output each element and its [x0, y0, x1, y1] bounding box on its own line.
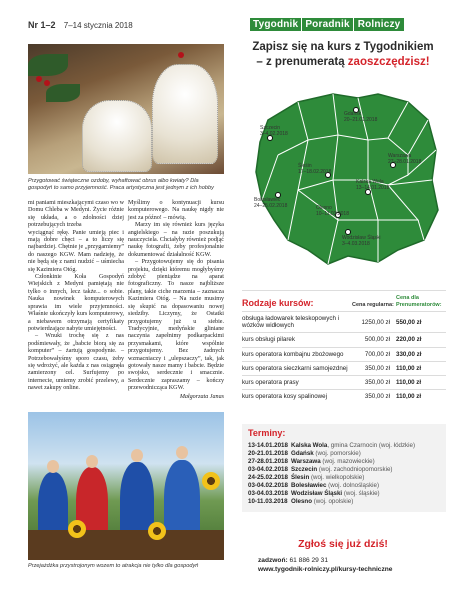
sunflower [148, 522, 166, 540]
terms-box [242, 424, 446, 512]
table-row [242, 375, 446, 389]
city-label-wodzislaw: Wodzisław Śląski 3–4.03.2018 [342, 235, 381, 247]
sunflower [68, 520, 86, 538]
person-head [86, 455, 98, 468]
headline-highlight: zaoszczędzisz! [347, 56, 430, 68]
poland-map [238, 80, 450, 270]
table-row [242, 332, 446, 346]
paragraph: Członkinie Koła Gospodyń Wiejskich z Medyni pamiętają nie tylko o innych, lecz także... o sobie. Nauka nowinek komputerowych sprawia im wiele przyjemności. Właśnie ukończyły kurs komputerowy, a niebawem otrzymają certyfikaty potwierdzające nabyte umiejętności. [28, 274, 124, 332]
subscriber-price: 110,00 zł [396, 393, 422, 401]
berry [36, 76, 42, 82]
city-label-gdansk: Gdańsk 20–21.01.2018 [344, 111, 378, 123]
crafts-photo [28, 44, 224, 174]
course-name: kurs operatora prasy [242, 379, 299, 387]
wagon-photo [28, 412, 224, 560]
list-item: 03-04.02.2018 Bolesławiec (woj. dolnośląskie) [248, 482, 380, 489]
phone-number[interactable]: 61 886 29 31 [289, 557, 329, 564]
price-table [242, 290, 446, 403]
person-head [131, 449, 143, 462]
author-signature: Małgorzata Janas [179, 393, 224, 400]
article-column-1 [28, 200, 124, 393]
city-label-kalska-wola: Kalska Wola 13–14.01.2018 [356, 179, 390, 191]
regular-price: 500,00 zł [364, 336, 390, 344]
wagon [28, 530, 224, 560]
paragraph: Marzy im się również kurs języka angielskiego – na razie poszukują nauczyciela. Chciałyby również podjąć naukę fotografii, żeby profesjonalnie dokumentować działalność KGW. [128, 222, 224, 258]
subscriber-price-heading: Cena dla Prenumeratorów: [396, 295, 442, 308]
photo1-caption: Przygotować świąteczne ozdoby, wyhaftować obrus albo kwiaty? Dla gospodyń to samo przyjemność. Praca artystyczna jest jednym z ich hobby [28, 178, 214, 191]
subscriber-price: 330,00 zł [396, 350, 422, 358]
subscriber-price: 110,00 zł [396, 364, 422, 372]
berry [44, 80, 50, 86]
issue-number: Nr 1–2 [28, 20, 56, 30]
terms-heading: Terminy: [248, 428, 286, 438]
regular-price: 350,00 zł [364, 393, 390, 401]
city-label-slesin: Śleśin 17–18.02.2018 [298, 163, 332, 175]
headline-line-2 [232, 55, 454, 70]
person-head [176, 446, 188, 459]
course-name: obsługa ładowarek teleskopowych i wózków widłowych [242, 315, 339, 330]
call-to-action: Zgłoś się już dziś! [298, 538, 388, 550]
photo2-caption: Przejażdżka przystrojonym wozem to atrakcja nie tylko dla gospodyń [28, 563, 199, 569]
person-head [47, 460, 59, 473]
phone-label: zadzwoń: [258, 557, 288, 564]
regular-price: 700,00 zł [364, 350, 390, 358]
berry [178, 52, 184, 58]
contact-info [258, 556, 392, 574]
crochet-angel-right [152, 64, 218, 164]
list-item: 24-25.02.2018 Ślesin (woj. wielkopolskie) [248, 474, 365, 481]
website-link[interactable]: www.tygodnik-rolniczy.pl/kursy-techniczne [258, 566, 393, 573]
brand-word: Rolniczy [354, 18, 405, 31]
headline-text: – z prenumeratą [256, 56, 348, 68]
headline-line-1: Zapisz się na kurs z Tygodnikiem [252, 41, 434, 53]
list-item: 03-04.03.2018 Wodzisław Śląski (woj. śląskie) [248, 490, 380, 497]
list-item: 20-21.01.2018 Gdańsk (woj. pomorskie) [248, 450, 361, 457]
paragraph: wyciągnąć rękę. Panie umieją piec i mają dobre chęci – a to liczy się najbardziej. Chętnie je „przygarniemy” do naszego KGW. Mam nadzieję, że nie będą się z nami nudzić – uśmiecha się Kazimiera Otóg. [28, 229, 124, 273]
course-name: kurs obsługi pilarek [242, 336, 295, 344]
list-item: 13-14.01.2018 Kalska Wola, gmina Czarnocin (woj. łódzkie) [248, 442, 416, 449]
sunflower [202, 472, 220, 490]
subscriber-price: 550,00 zł [396, 318, 422, 326]
regular-price: 1250,00 zł [361, 318, 390, 326]
table-row [242, 389, 446, 403]
courses-heading: Rodzaje kursów: [242, 298, 314, 308]
list-item: 27-28.01.2018 Warszawa (woj. mazowieckie) [248, 458, 375, 465]
brand-logo [250, 18, 404, 31]
table-row [242, 311, 446, 332]
holly-leaf [46, 84, 80, 102]
course-name: kurs operatora sieczkarni samojezdnej [242, 364, 348, 372]
paragraph: – Przygotowujemy się do pisania projektu, dzięki któremu mogłybyśmy zdobyć pieniądze na aparat fotograficzny. To nasze najbliższe plany, takie ciche marzenia – zaznacza Kazimiera Otóg. – Na razie musimy się skupić na dopasowaniu nowej siedziby. Liczymy, że Ostatki przygotujemy już u siebie. Tradycyjnie, medyńskie gliniane naczynia zapełnimy podkarpackimi przysmakami, które wspólnie przygotujemy. Bez żadnych wzmacniaczy i „ulepszaczy”, tak, jak gotowały nasze mamy i babcie. Będzie swojsko, serdecznie i smacznie. Serdecznie zapraszamy – kończy przewodnicząca KGW. [128, 259, 224, 392]
phone-line [258, 556, 392, 565]
holly-leaf [28, 54, 68, 76]
brand-word: Poradnik [302, 18, 352, 31]
city-label-warszawa: Warszawa 27–28.01.2018 [388, 153, 422, 165]
subscriber-price: 220,00 zł [396, 336, 422, 344]
paragraph: – Wnuki trochę się z nas podśmiewały, że „babcie biorą się za komputer” – żartują gospodynie. – Potrzebowałyśmy sporo czasu, żeby się wdrożyć, ale każda z nas osiągnęła zamierzony cel. Surfujemy po internecie, umiemy zrobić przelewy, a nawet zakupy online. [28, 333, 124, 392]
issue-dates: 7–14 stycznia 2018 [63, 21, 133, 30]
paragraph: Myślimy o kontynuacji kursu komputerowego. Na naukę nigdy nie jest za późno! – mówią. [128, 200, 224, 221]
subscriber-price: 110,00 zł [396, 379, 422, 387]
issue-header [28, 20, 133, 30]
table-row [242, 347, 446, 361]
table-row [242, 361, 446, 375]
course-name: kurs operatora kombajnu zbożowego [242, 350, 344, 358]
list-item: 03-04.02.2018 Szczecin (woj. zachodniopomorskie) [248, 466, 393, 473]
regular-price: 350,00 zł [364, 379, 390, 387]
crochet-angel-left [82, 100, 152, 172]
regular-price-heading: Cena regularna: [352, 301, 394, 308]
city-marker [346, 230, 351, 235]
price-table-header [242, 291, 446, 311]
ad-headline [232, 40, 454, 70]
subscription-ad [232, 0, 454, 600]
city-label-boleslawiec: Bolesławiec 24–25.02.2018 [254, 197, 288, 209]
course-name: kurs operatora kosy spalinowej [242, 393, 327, 401]
city-label-olesno: Olesno 10–11.03.2018 [316, 205, 349, 217]
paragraph: mi paniami mieszkającymi czaso wo w Domu Chleba w Medyni. Życie różnie się układa, a o zdolności dziej potrzebujących trzeba [28, 200, 124, 229]
article-column-2 [128, 200, 224, 401]
list-item: 10-11.03.2018 Olesno (woj. opolskie) [248, 498, 354, 505]
brand-word: Tygodnik [250, 18, 301, 31]
city-label-szczecin: Szczecin 3–4.02.2018 [260, 125, 288, 137]
regular-price: 350,00 zł [364, 364, 390, 372]
